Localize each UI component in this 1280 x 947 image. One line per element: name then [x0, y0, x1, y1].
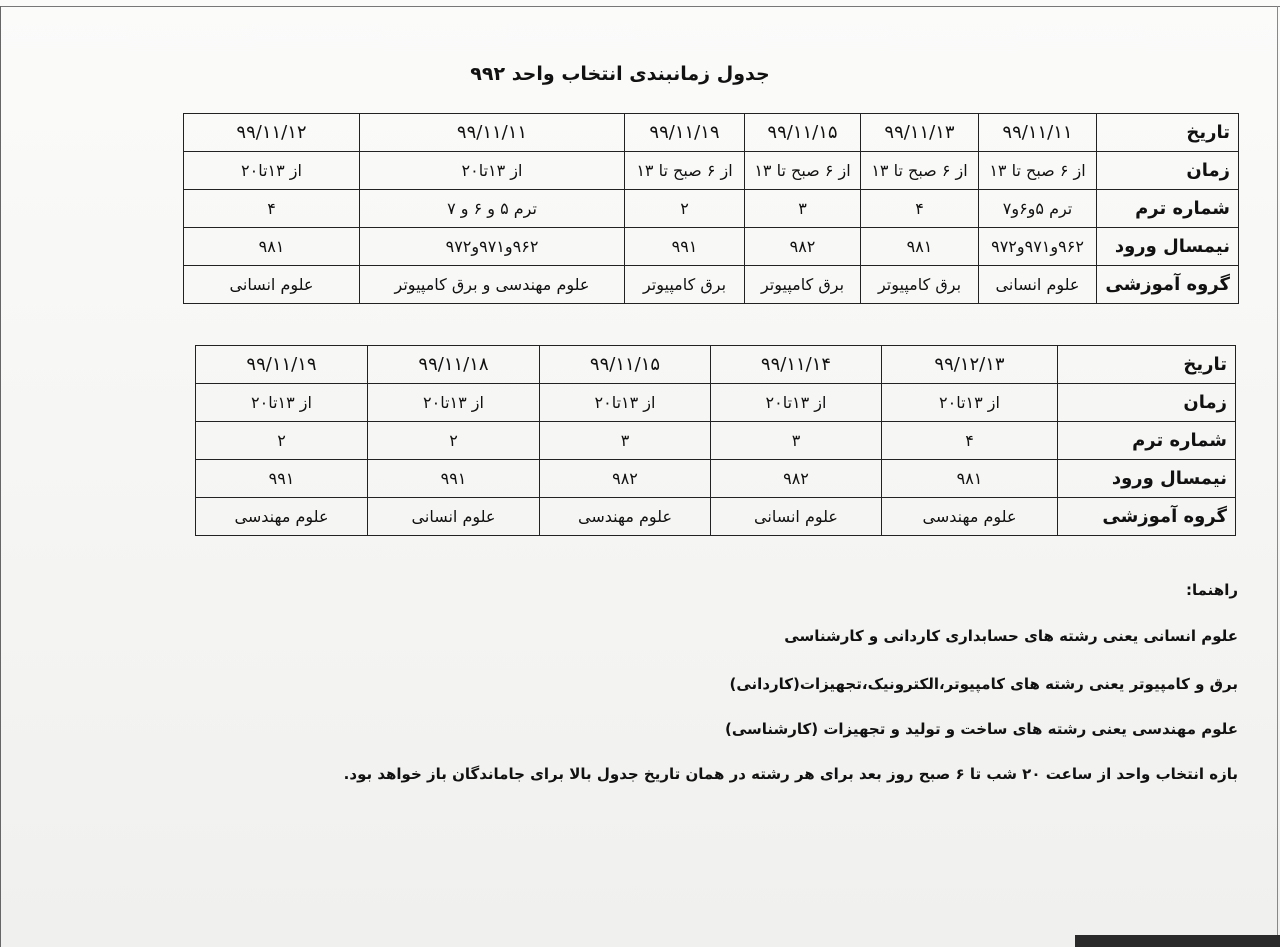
table-cell: علوم انسانی — [979, 266, 1097, 304]
table-row-date — [196, 346, 1236, 384]
table-cell: از ۱۳تا۲۰ — [360, 152, 625, 190]
guide-line: علوم مهندسی یعنی رشته های ساخت و تولید و تجهیزات (کارشناسی) — [724, 720, 1238, 738]
table-cell: ۹۸۲ — [711, 460, 882, 498]
table-cell: از ۱۳تا۲۰ — [882, 384, 1058, 422]
table-cell: ۴ — [882, 422, 1058, 460]
table-row-time — [184, 152, 1239, 190]
table-cell: ۹۸۱ — [861, 228, 979, 266]
table-cell: ۹۹/۱۱/۱۲ — [184, 114, 360, 152]
table-cell: ۹۹۱ — [368, 460, 540, 498]
row-header-group: گروه آموزشی — [1097, 266, 1239, 304]
row-header-date: تاریخ — [1097, 114, 1239, 152]
table-cell: از ۱۳تا۲۰ — [540, 384, 711, 422]
guide-line: بازه انتخاب واحد از ساعت ۲۰ شب تا ۶ صبح روز بعد برای هر رشته در همان تاریخ جدول بالا برای جاماندگان باز خواهد بود. — [343, 765, 1238, 783]
table-cell: ۹۹/۱۱/۱۵ — [540, 346, 711, 384]
row-header-term: شماره ترم — [1058, 422, 1236, 460]
table-cell: ۹۹۱ — [196, 460, 368, 498]
table-cell: علوم انسانی — [184, 266, 360, 304]
table-row-group — [196, 498, 1236, 536]
table-cell: ۹۹۱ — [625, 228, 745, 266]
table-cell: ۹۸۱ — [184, 228, 360, 266]
table-row-entry — [184, 228, 1239, 266]
left-border-line — [0, 6, 1, 947]
table-row-date — [184, 114, 1239, 152]
guide-line: برق و کامپیوتر یعنی رشته های کامپیوتر،الکترونیک،تجهیزات(کاردانی) — [729, 675, 1238, 693]
table-row-group — [184, 266, 1239, 304]
table-cell: از ۱۳تا۲۰ — [711, 384, 882, 422]
table-row-term — [196, 422, 1236, 460]
table-cell: ۹۶۲و۹۷۱و۹۷۲ — [979, 228, 1097, 266]
table-cell: ترم ۵ و ۶ و ۷ — [360, 190, 625, 228]
table-cell: ۹۸۱ — [882, 460, 1058, 498]
table-row-entry — [196, 460, 1236, 498]
table-cell: علوم انسانی — [368, 498, 540, 536]
row-header-time: زمان — [1097, 152, 1239, 190]
table-cell: ۳ — [540, 422, 711, 460]
row-header-date: تاریخ — [1058, 346, 1236, 384]
row-header-entry: نیمسال ورود — [1097, 228, 1239, 266]
table-cell: ۹۹/۱۱/۱۹ — [625, 114, 745, 152]
table-cell: ۹۹/۱۱/۱۸ — [368, 346, 540, 384]
table-cell: از ۶ صبح تا ۱۳ — [625, 152, 745, 190]
table-cell: علوم انسانی — [711, 498, 882, 536]
table-cell: از ۱۳تا۲۰ — [184, 152, 360, 190]
table-cell: ۹۹/۱۲/۱۳ — [882, 346, 1058, 384]
table-cell: ۴ — [184, 190, 360, 228]
document-title: جدول زمانبندی انتخاب واحد ۹۹۲ — [470, 63, 770, 85]
table-cell: از ۶ صبح تا ۱۳ — [861, 152, 979, 190]
table-cell: علوم مهندسی و برق کامپیوتر — [360, 266, 625, 304]
guide-title: راهنما: — [1186, 581, 1238, 599]
table-cell: ۹۹/۱۱/۱۵ — [745, 114, 861, 152]
table-row-time — [196, 384, 1236, 422]
row-header-group: گروه آموزشی — [1058, 498, 1236, 536]
table-cell: ۹۸۲ — [540, 460, 711, 498]
schedule-table-2 — [195, 345, 1236, 536]
table-cell: ۴ — [861, 190, 979, 228]
table-cell: علوم مهندسی — [540, 498, 711, 536]
table-cell: برق کامپیوتر — [745, 266, 861, 304]
table-cell: ۲ — [368, 422, 540, 460]
table-cell: برق کامپیوتر — [861, 266, 979, 304]
table-cell: ۳ — [711, 422, 882, 460]
table-row-term — [184, 190, 1239, 228]
row-header-time: زمان — [1058, 384, 1236, 422]
table-cell: از ۶ صبح تا ۱۳ — [745, 152, 861, 190]
guide-line: علوم انسانی یعنی رشته های حسابداری کاردانی و کارشناسی — [784, 627, 1238, 645]
table-cell: ۲ — [625, 190, 745, 228]
row-header-term: شماره ترم — [1097, 190, 1239, 228]
table-cell: از ۱۳تا۲۰ — [196, 384, 368, 422]
page-edge-shadow — [1075, 935, 1280, 947]
table-cell: برق کامپیوتر — [625, 266, 745, 304]
table-cell: ۳ — [745, 190, 861, 228]
table-cell: ۲ — [196, 422, 368, 460]
table-cell: از ۶ صبح تا ۱۳ — [979, 152, 1097, 190]
table-cell: از ۱۳تا۲۰ — [368, 384, 540, 422]
table-cell: ۹۸۲ — [745, 228, 861, 266]
table-cell: علوم مهندسی — [196, 498, 368, 536]
table-cell: ۹۹/۱۱/۱۹ — [196, 346, 368, 384]
right-border-line — [1277, 6, 1278, 947]
schedule-table-1 — [183, 113, 1239, 304]
table-cell: ۹۶۲و۹۷۱و۹۷۲ — [360, 228, 625, 266]
row-header-entry: نیمسال ورود — [1058, 460, 1236, 498]
table-cell: ۹۹/۱۱/۱۱ — [979, 114, 1097, 152]
table-cell: علوم مهندسی — [882, 498, 1058, 536]
table-cell: ۹۹/۱۱/۱۱ — [360, 114, 625, 152]
table-cell: ۹۹/۱۱/۱۴ — [711, 346, 882, 384]
table-cell: ۹۹/۱۱/۱۳ — [861, 114, 979, 152]
table-cell: ترم ۵و۶و۷ — [979, 190, 1097, 228]
top-edge-line — [0, 6, 1280, 7]
